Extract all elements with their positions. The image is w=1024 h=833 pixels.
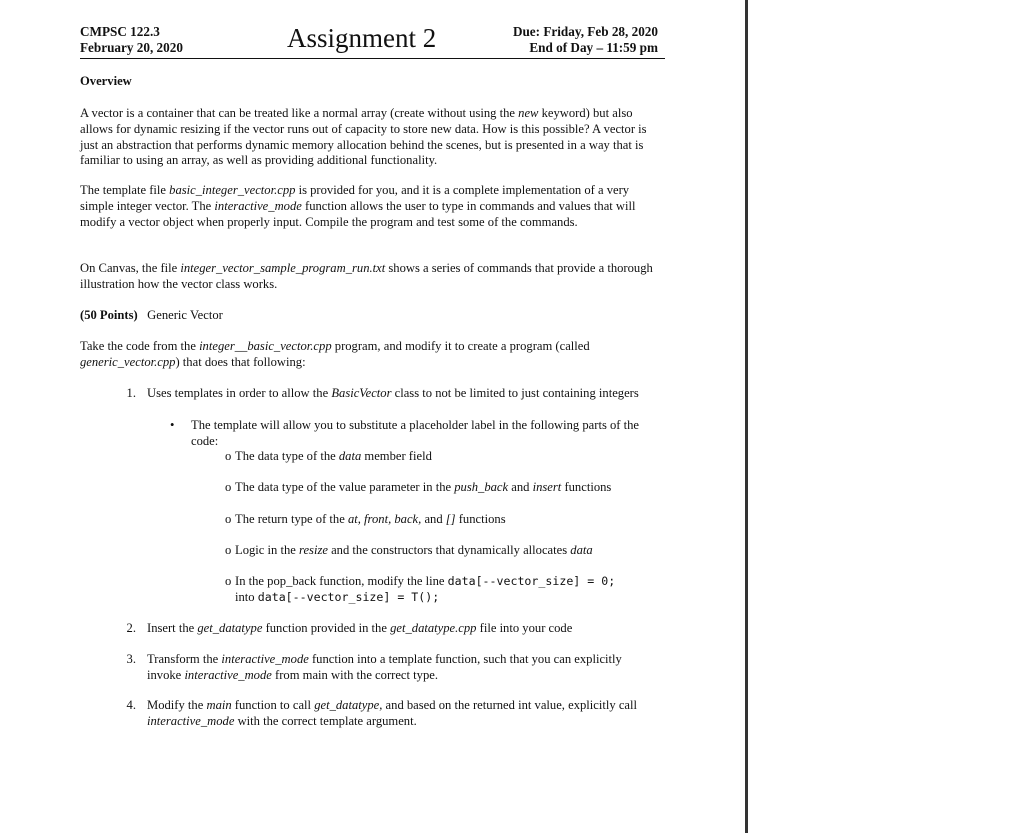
task-item-3: [125, 652, 645, 684]
overview-paragraph-3: On Canvas, the file integer_vector_sample_program_run.txt shows a series of commands that provide a thorough illustration how the vector class works.: [80, 261, 653, 291]
bullet-icon: •: [170, 418, 175, 432]
course-info: [80, 24, 183, 56]
due-time: End of Day – 11:59 pm: [529, 40, 658, 55]
sub-item: o The data type of the value parameter in the push_back and insert functions: [225, 480, 612, 494]
task-points: (50 Points): [80, 308, 138, 322]
circle-bullet-icon: o: [225, 512, 232, 526]
overview-paragraph-1: A vector is a container that can be treated like a normal array (create without using the new keyword) but also allows for dynamic resizing if the vector runs out of capacity to store new data. How is this possible? A vector is just an abstraction that performs dynamic memory allocation behind the scenes, but is presented in a way that is familiar to using an array, as well as providing additional functionality.: [80, 106, 647, 168]
code-snippet: data[--vector_size] = T();: [257, 589, 440, 604]
task-item-1: [125, 386, 645, 402]
item-text: Transform the interactive_mode function into a template function, such that you can explicitly invoke interactive_mode from main with the correct type.: [147, 652, 622, 682]
sub-item: o The return type of the at, front, back, and [] functions: [225, 512, 506, 526]
task-item-1-bullet: • The template will allow you to substitute a placeholder label in the following parts of the code:: [170, 418, 640, 448]
circle-bullet-icon: o: [225, 449, 232, 463]
task-item-4: [125, 698, 645, 730]
code-snippet: data[--vector_size] = 0;: [447, 574, 616, 588]
item-number: 3.: [126, 652, 136, 666]
item-number: 4.: [126, 698, 136, 712]
item-text: Modify the main function to call get_datatype, and based on the returned int value, explicitly call interactive_mode with the correct template argument.: [147, 698, 637, 728]
assignment-title: Assignment 2: [287, 23, 437, 53]
course-date: February 20, 2020: [80, 40, 183, 55]
due-date: Due: Friday, Feb 28, 2020: [512, 24, 658, 39]
sub-item: o In the pop_back function, modify the line data[--vector_size] = 0; into data[--vector_size] = T();: [225, 574, 616, 604]
page-border-line: [745, 0, 748, 833]
task-heading: [80, 308, 655, 324]
item-text: Uses templates in order to allow the BasicVector class to not be limited to just containing integers: [147, 386, 639, 400]
circle-bullet-icon: o: [225, 574, 232, 588]
overview-paragraph-2: The template file basic_integer_vector.cpp is provided for you, and it is a complete implementation of a very simple integer vector. The interactive_mode function allows the user to type in commands and values that will modify a vector object when properly input. Compile the program and test some of the commands.: [80, 183, 636, 229]
overview-heading: Overview: [80, 74, 132, 88]
sub-item: o The data type of the data member field: [225, 449, 432, 463]
task-name: Generic Vector: [147, 308, 223, 322]
circle-bullet-icon: o: [225, 480, 232, 494]
item-number: 1.: [126, 386, 136, 400]
document-header: [80, 22, 665, 59]
task-intro: Take the code from the integer__basic_vector.cpp program, and modify it to create a program (called generic_vector.cpp) that does that following:: [80, 339, 590, 369]
task-item-2: [125, 621, 645, 637]
circle-bullet-icon: o: [225, 543, 232, 557]
due-info: [513, 24, 658, 56]
item-text: Insert the get_datatype function provided in the get_datatype.cpp file into your code: [147, 621, 573, 635]
item-number: 2.: [126, 621, 136, 635]
sub-item: o Logic in the resize and the constructors that dynamically allocates data: [225, 543, 593, 557]
course-code: CMPSC 122.3: [80, 24, 160, 39]
